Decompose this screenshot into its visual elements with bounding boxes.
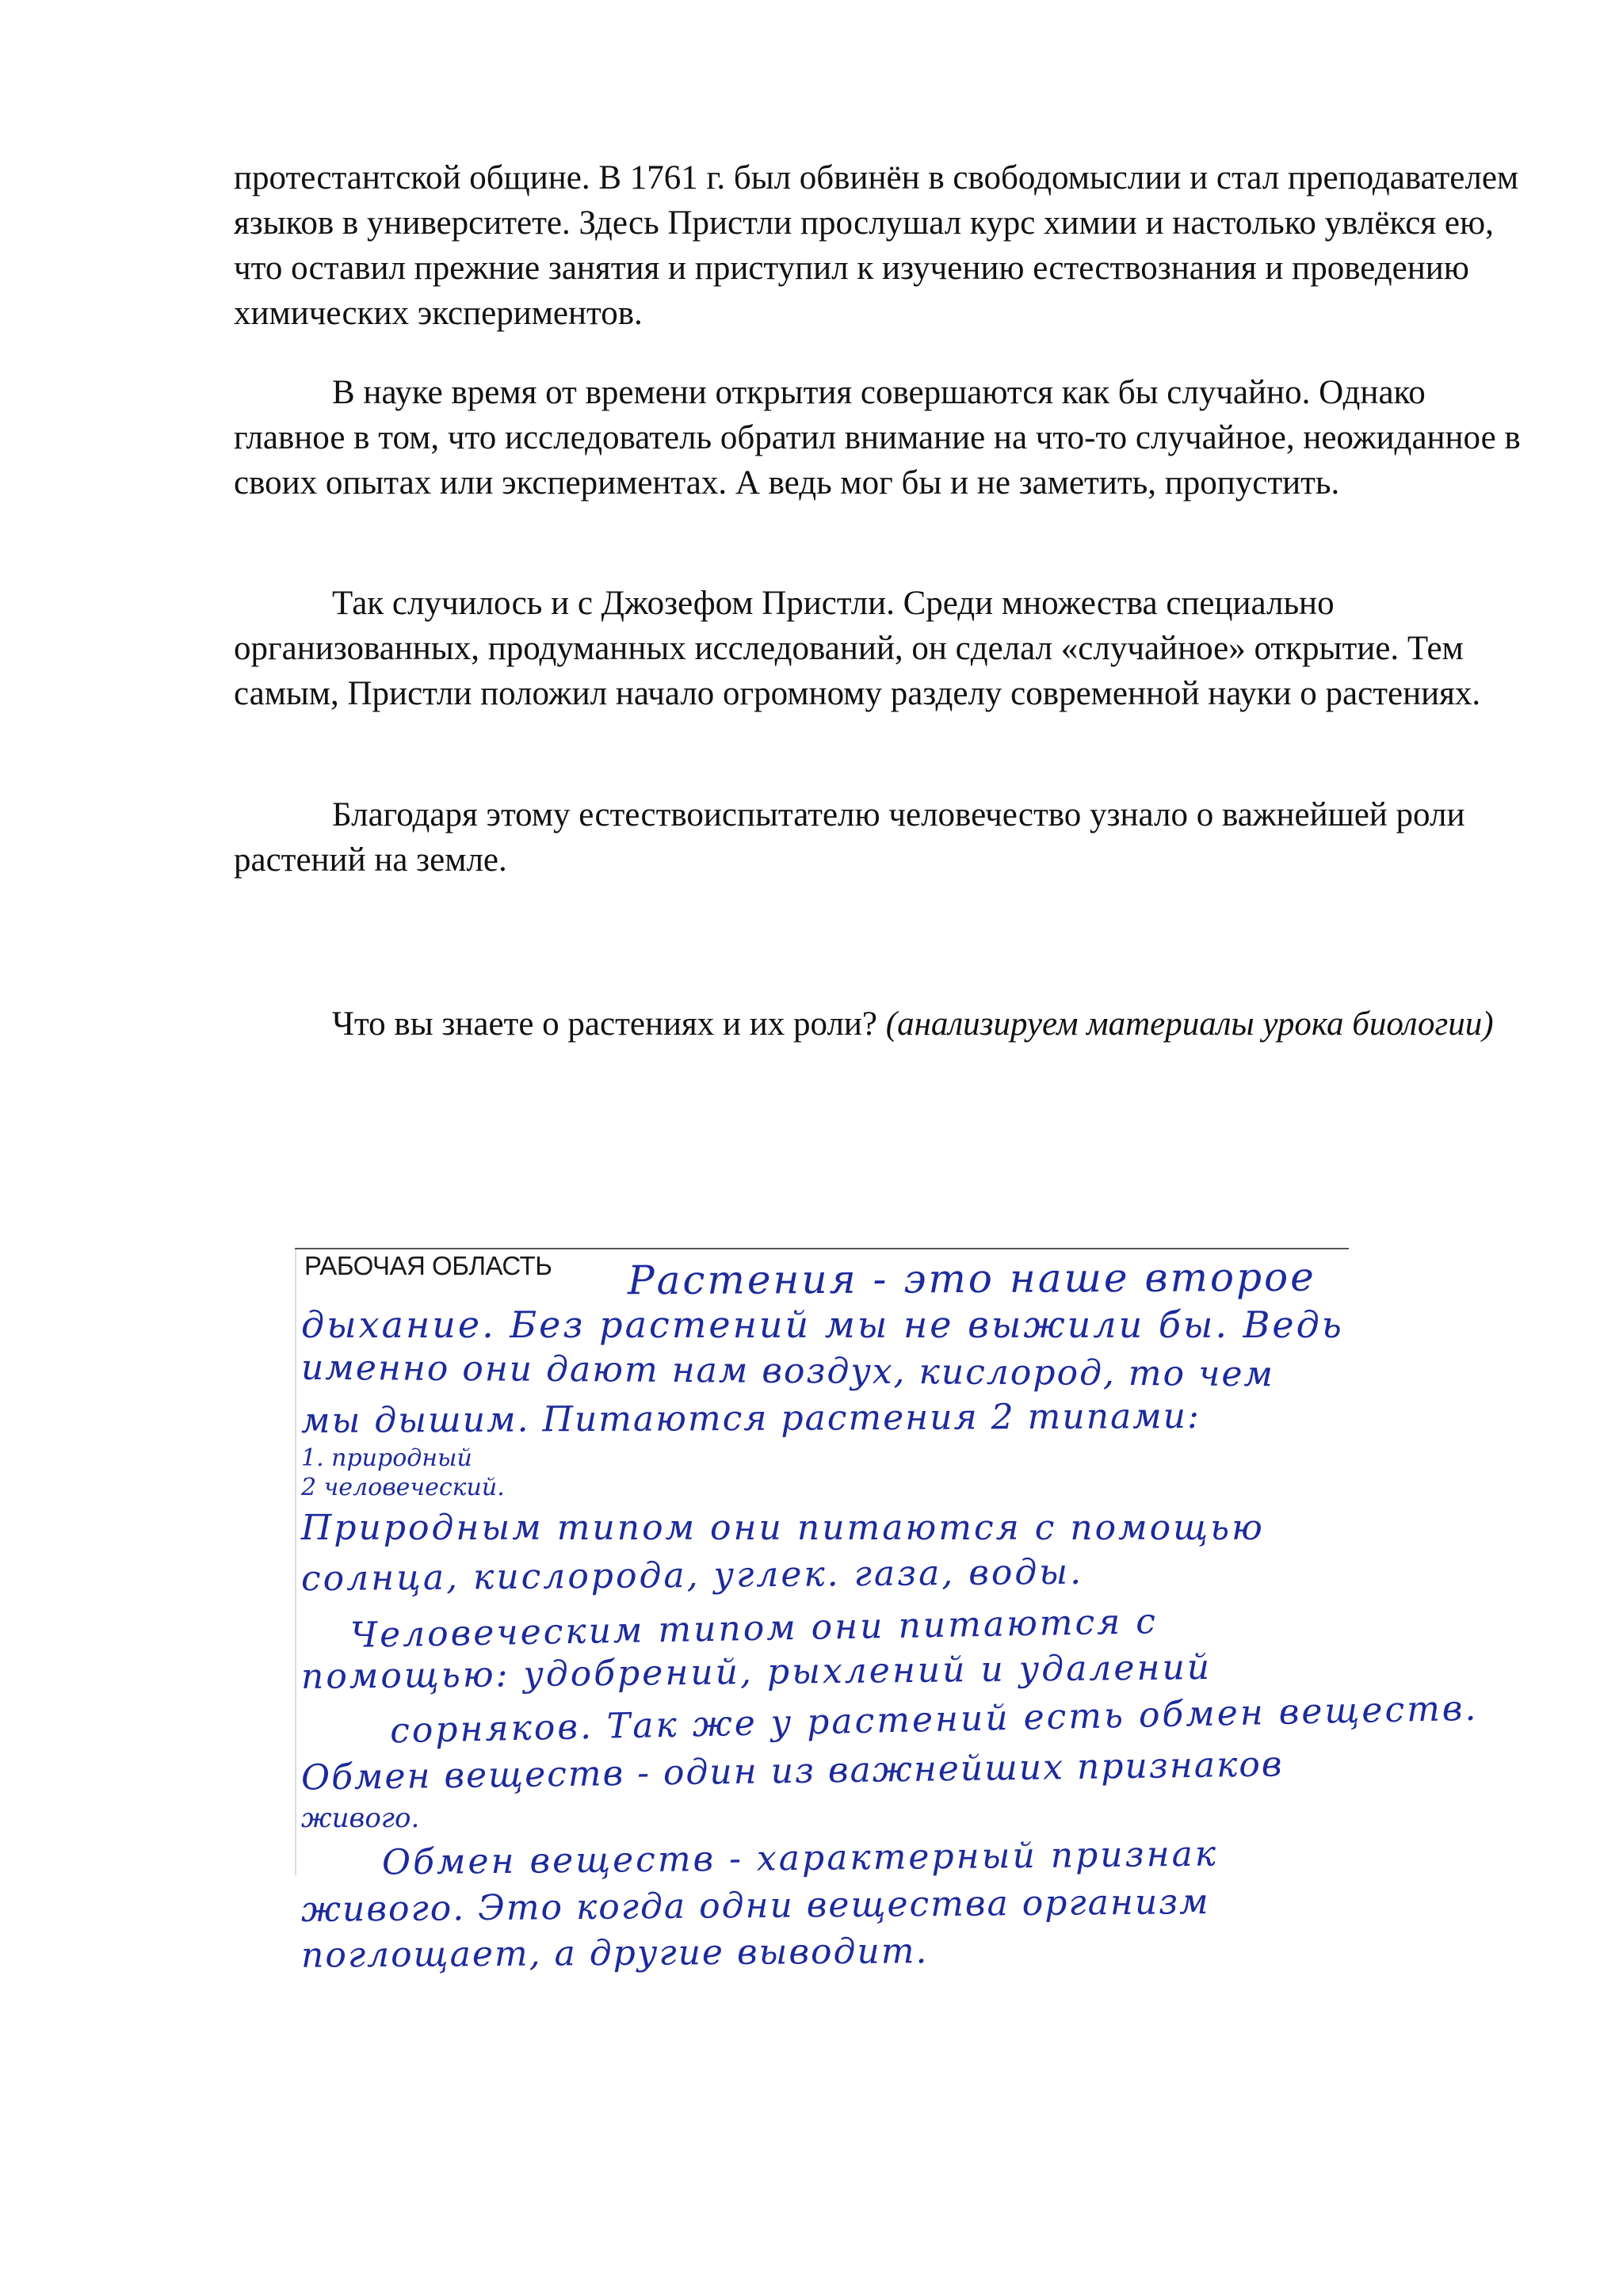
- work-area-label: РАБОЧАЯ ОБЛАСТЬ: [304, 1251, 552, 1280]
- question-block: [234, 1001, 1533, 1047]
- handwritten-line: Природным типом они питаются с помощью: [301, 1508, 1265, 1548]
- handwritten-line: именно они дают нам воздух, кислород, то чем: [300, 1347, 1275, 1395]
- paragraph-role-of-plants: [234, 792, 1533, 883]
- paragraph-text: В науке время от времени открытия совершаются как бы случайно. Однако главное в том, что исследователь обратил внимание на что-то случайное, неожиданное в своих опытах или экспериментах. А ведь мог бы и не заметить, пропустить.: [234, 374, 1521, 502]
- question-line: [234, 1001, 1533, 1047]
- handwritten-line: поглощает, а другие выводит.: [300, 1931, 929, 1976]
- handwritten-line: Обмен веществ - один из важнейших признаков: [300, 1744, 1284, 1798]
- paragraph-text: протестантской общине. В 1761 г. был обвинён в свободомыслии и стал преподавателем языков в университете. Здесь Пристли прослушал курс химии и настолько увлёкся ею, что оставил прежние занятия и приступил к изучению естествознания и проведению химических экспериментов.: [234, 159, 1519, 332]
- paragraph-text: Так случилось и с Джозефом Пристли. Среди множества специально организованных, продуманных исследований, он сделал «случайное» открытие. Тем самым, Пристли положил начало огромному разделу современной науки о растениях.: [234, 585, 1481, 712]
- question-text: Что вы знаете о растениях и их роли?: [332, 1005, 886, 1043]
- handwritten-line: живого. Это когда одни вещества организм: [300, 1881, 1210, 1931]
- handwritten-line: солнца, кислорода, углек. газа, воды.: [300, 1551, 1084, 1600]
- work-area: [295, 1232, 1479, 1976]
- handwritten-line: сорняков. Так же у растений есть обмен веществ.: [389, 1688, 1479, 1752]
- handwritten-line: помощью: удобрений, рыхлений и удалений: [300, 1646, 1212, 1698]
- paragraph-priestley-biography: [234, 155, 1533, 336]
- handwritten-line: дыхание. Без растений мы не выжили бы. Ведь: [301, 1303, 1344, 1346]
- handwritten-line: Растения - это наше второе: [627, 1253, 1316, 1304]
- handwritten-line: Обмен веществ - характерный признак: [381, 1833, 1219, 1883]
- paragraph-text: Благодаря этому естествоиспытателю человечество узнало о важнейшей роли растений на земле.: [234, 796, 1465, 879]
- handwritten-line: Человеческим типом они питаются с: [349, 1601, 1159, 1656]
- handwritten-line: 1. природный: [301, 1444, 472, 1472]
- handwritten-line: живого.: [301, 1802, 420, 1834]
- question-hint: (анализируем материалы урока биологии): [885, 1005, 1494, 1043]
- handwritten-line: мы дышим. Питаются растения 2 типами:: [300, 1396, 1201, 1441]
- handwritten-line: 2 человеческий.: [301, 1474, 505, 1501]
- work-area-left-edge: [295, 1249, 296, 1875]
- paragraph-accidental-discoveries: [234, 370, 1533, 505]
- paragraph-priestley-discovery: [234, 581, 1533, 716]
- work-area-top-rule: [295, 1248, 1349, 1249]
